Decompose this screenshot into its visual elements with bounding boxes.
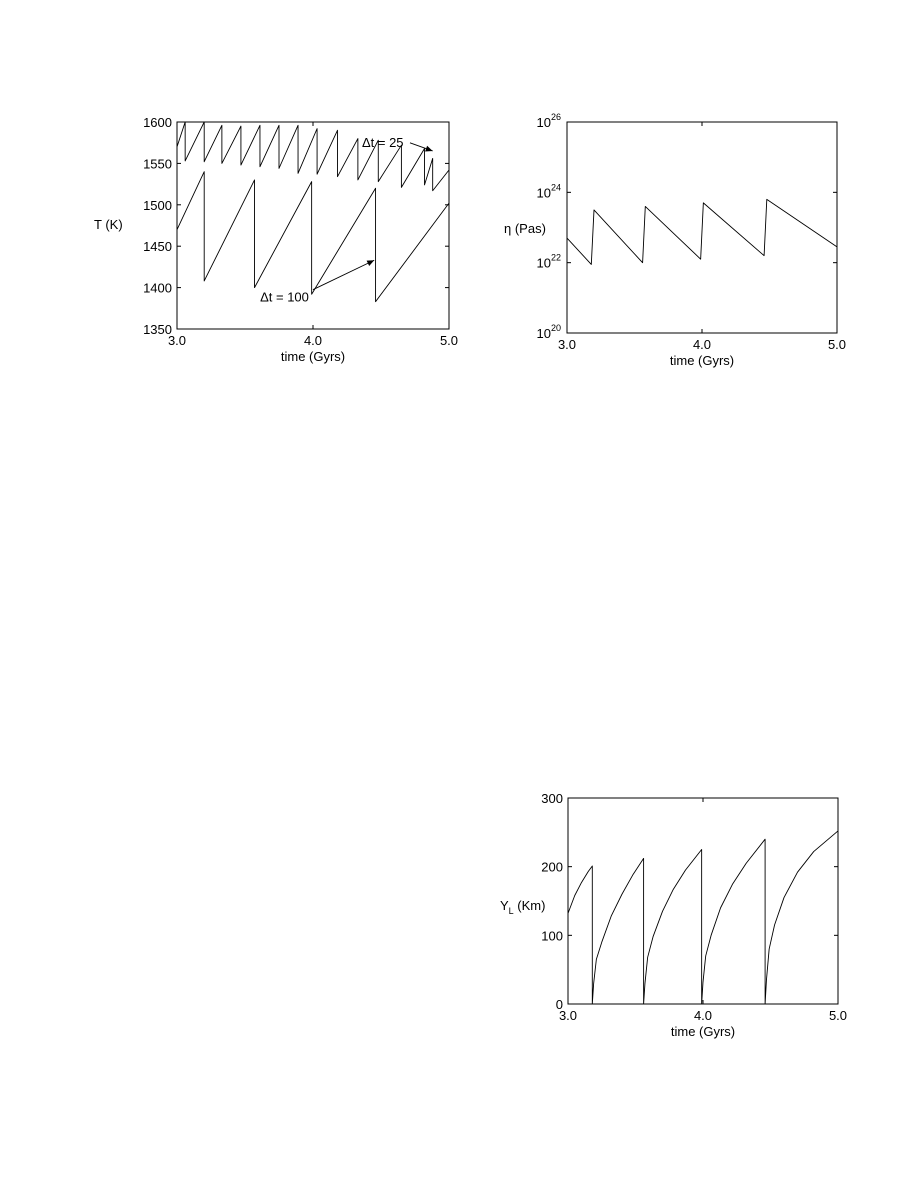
lid-thickness-axes <box>500 791 847 1039</box>
y-tick-label <box>537 253 561 271</box>
y-tick-exponent: 26 <box>550 112 561 122</box>
viscosity-chart <box>490 100 862 380</box>
temperature-series <box>177 122 449 302</box>
x-tick-label: 5.0 <box>827 337 847 352</box>
y-tick-label: 1500 <box>143 197 172 213</box>
y-tick-base: 10 <box>536 255 551 271</box>
temperature-axes <box>94 115 458 364</box>
y-tick-exponent: 20 <box>550 323 561 333</box>
y-tick-label <box>537 182 561 200</box>
y-tick-label: 1400 <box>143 280 172 296</box>
y-tick-label: 1600 <box>143 115 172 130</box>
x-tick-label: 4.0 <box>693 1008 713 1023</box>
y-axis-label-main: Y <box>500 898 509 913</box>
x-axis-label: time (Gyrs) <box>670 1024 736 1039</box>
plot-frame <box>177 122 449 329</box>
y-axis-label <box>504 221 546 236</box>
y-tick-label: 1450 <box>143 239 172 255</box>
lid-thickness-chart-panel <box>490 780 862 1057</box>
x-tick-label: 4.0 <box>303 333 323 348</box>
x-tick-label: 3.0 <box>557 337 577 352</box>
series-line-eta <box>567 199 837 264</box>
y-tick-label: 100 <box>541 928 563 944</box>
x-tick-label: 5.0 <box>439 333 459 348</box>
plot-frame <box>568 798 838 1004</box>
temperature-chart-panel <box>92 100 464 385</box>
x-axis-label: time (Gyrs) <box>669 353 735 368</box>
y-tick-label: 1550 <box>143 156 172 172</box>
annotation-arrow-line <box>313 260 374 289</box>
y-tick-label: 1350 <box>143 322 172 337</box>
x-tick-label: 3.0 <box>558 1008 578 1023</box>
lid-thickness-chart <box>490 780 862 1052</box>
y-axis-label-main: η (Pas) <box>504 221 546 236</box>
y-tick-exponent: 24 <box>550 182 561 193</box>
viscosity-series <box>567 199 837 264</box>
y-tick-base: 10 <box>536 185 551 201</box>
viscosity-axes <box>504 112 846 368</box>
y-tick-label: 200 <box>541 859 563 875</box>
y-axis-label-main: T (K) <box>94 217 123 232</box>
y-axis-label-unit: (Km) <box>513 898 546 913</box>
series-line-dt25 <box>177 122 449 191</box>
y-tick-exponent: 22 <box>550 252 561 263</box>
annotation-label: Δt = 25 <box>361 134 404 150</box>
y-axis-label <box>94 217 123 232</box>
x-tick-label: 4.0 <box>692 337 712 352</box>
y-tick-label: 300 <box>541 791 563 806</box>
annotation-arrowhead <box>425 146 433 152</box>
lid-thickness-series <box>568 831 838 1004</box>
x-tick-label: 3.0 <box>167 333 187 348</box>
y-axis-label <box>500 898 545 916</box>
y-tick-label: 0 <box>555 997 563 1012</box>
series-line-yl <box>568 831 838 1004</box>
annotation-label: Δt = 100 <box>260 289 309 305</box>
x-axis-label: time (Gyrs) <box>280 349 346 364</box>
y-axis-label-subscript: L <box>508 906 514 916</box>
viscosity-chart-panel <box>490 100 862 385</box>
y-tick-base: 10 <box>536 326 551 341</box>
x-tick-label: 5.0 <box>828 1008 848 1023</box>
y-tick-label <box>537 112 561 130</box>
y-tick-base: 10 <box>536 115 551 130</box>
temperature-chart <box>92 100 464 380</box>
series-line-dt100 <box>177 172 449 302</box>
